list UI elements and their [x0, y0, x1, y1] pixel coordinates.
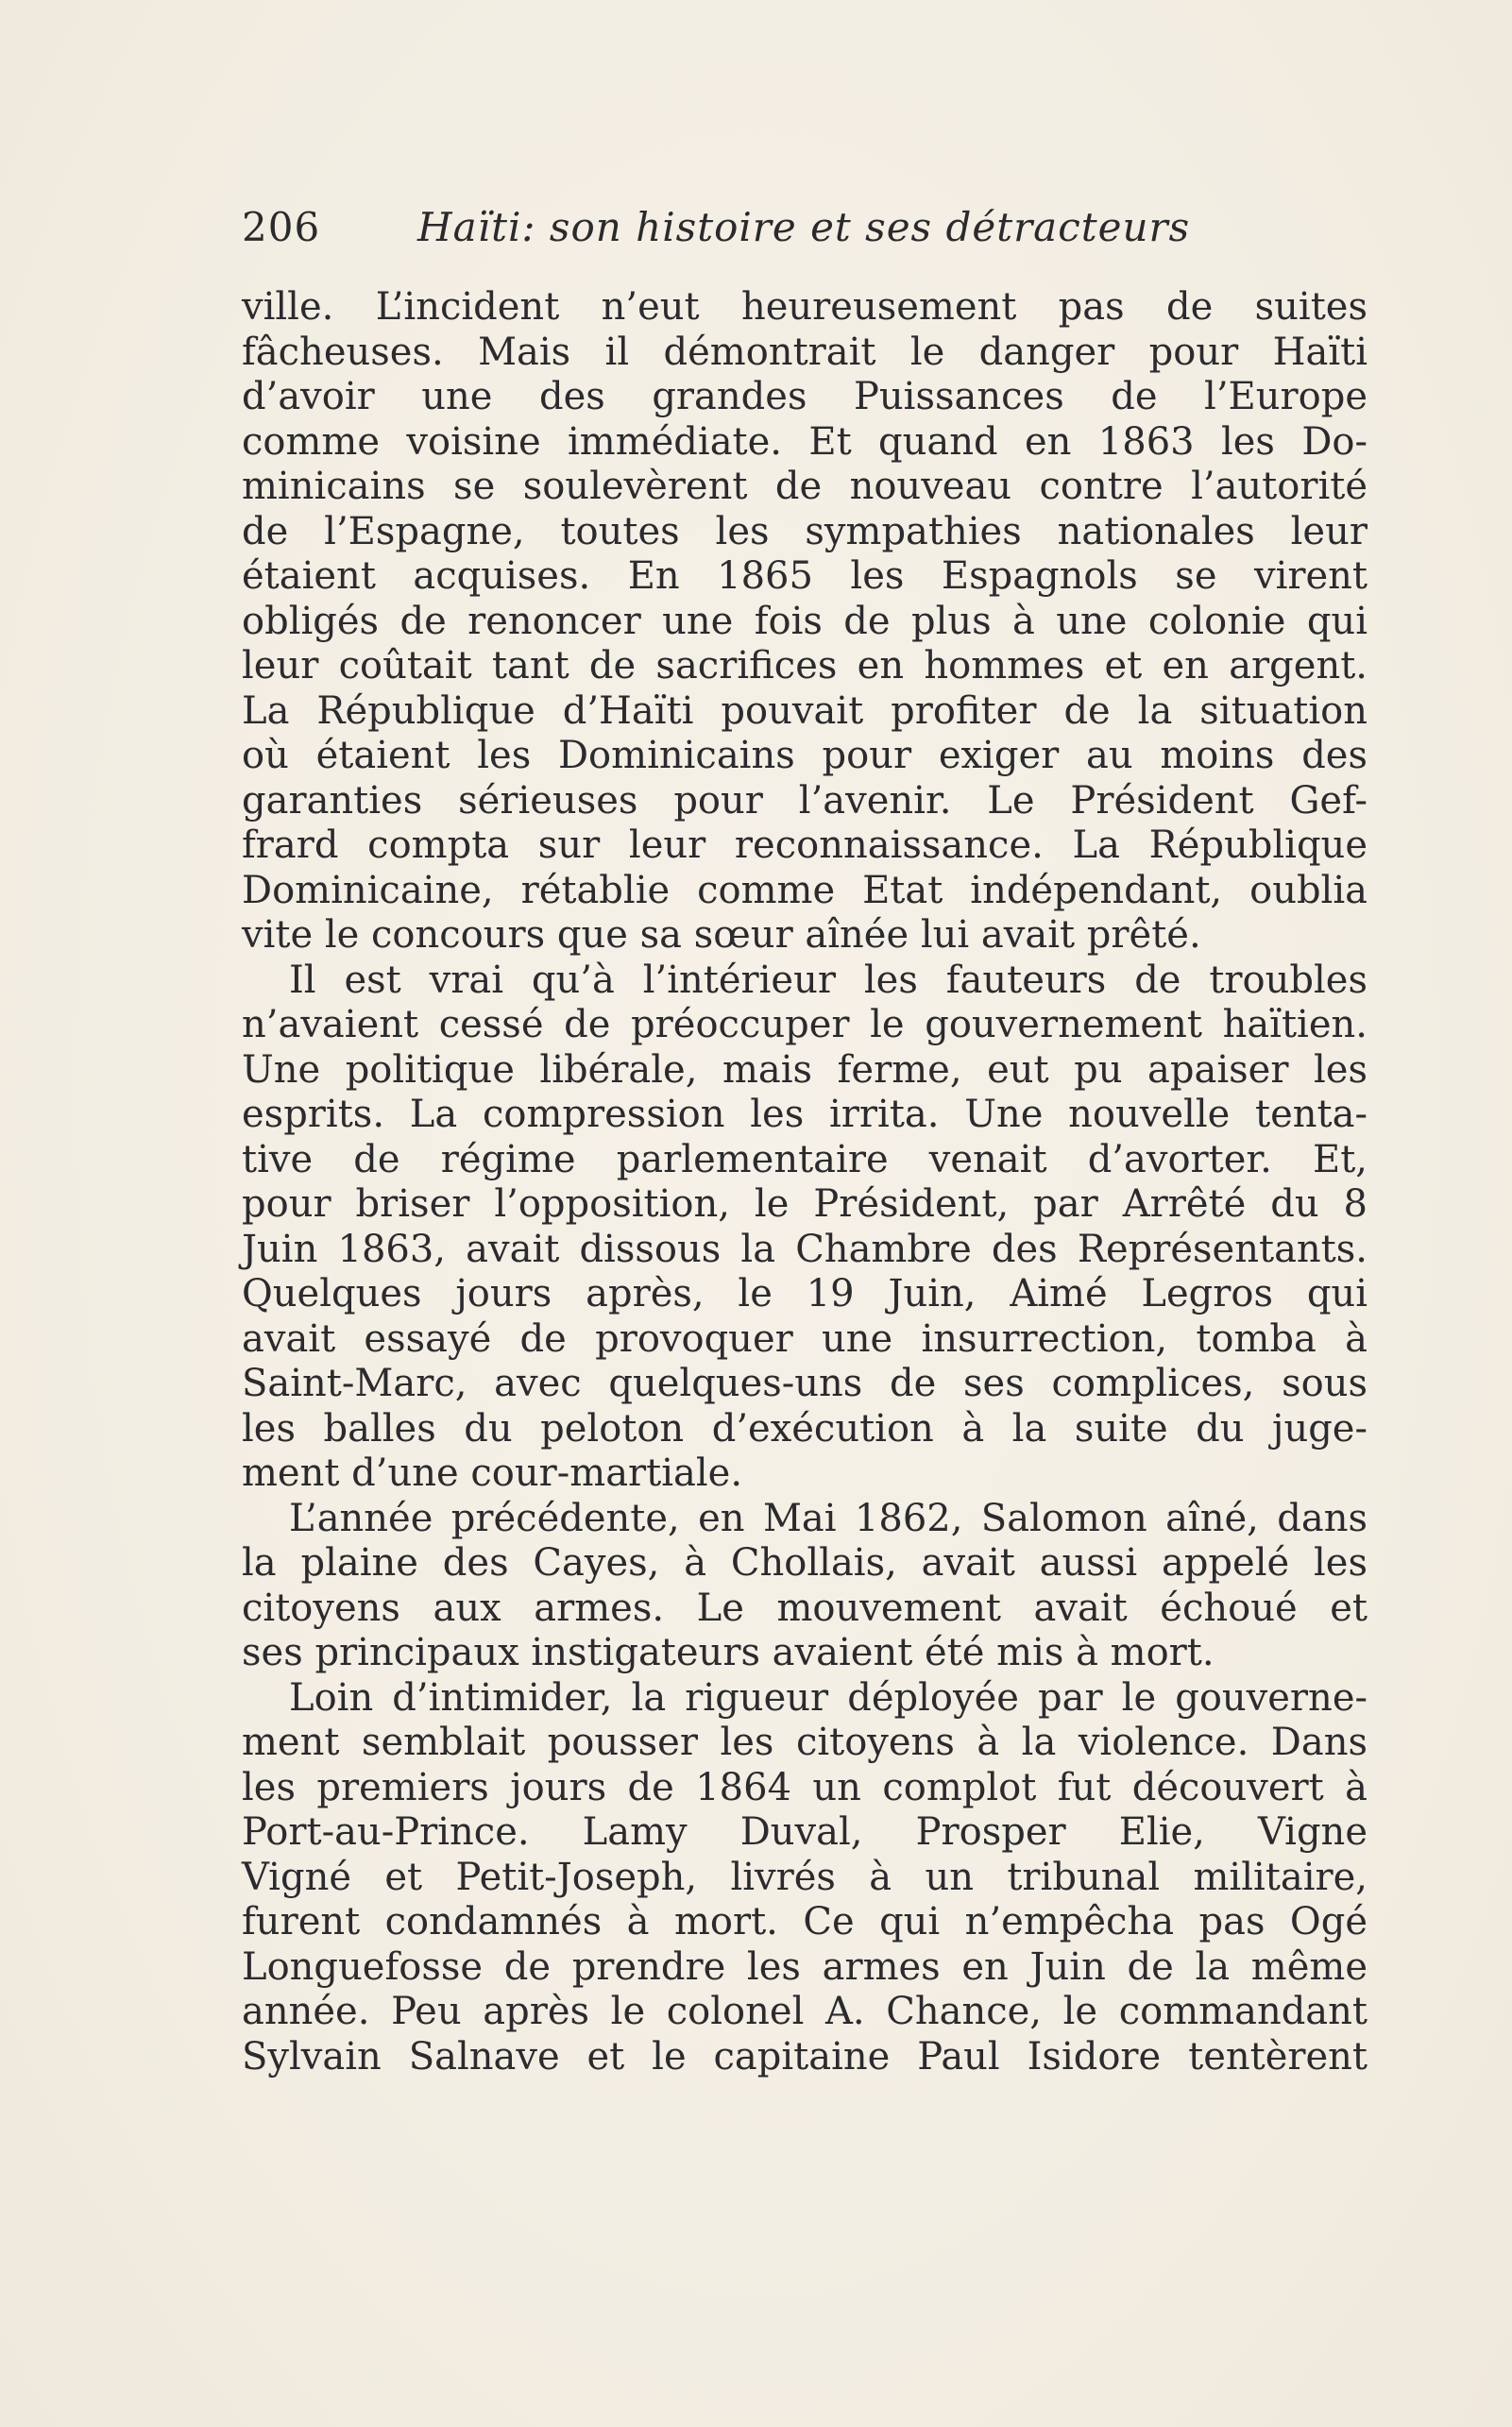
text-line: L’année précédente, en Mai 1862, Salomon aîné, dans: [289, 1496, 1368, 1540]
text-line: vite le concours que sa sœur aînée lui avait prêté.: [242, 913, 1201, 957]
text-line: de l’Espagne, toutes les sympathies nationales leur: [242, 509, 1368, 553]
text-line: esprits. La compression les irrita. Une nouvelle tenta-: [242, 1093, 1368, 1136]
text-line: ses principaux instigateurs avaient été mis à mort.: [242, 1631, 1215, 1674]
text-line: les premiers jours de 1864 un complot fut découvert à: [242, 1765, 1368, 1809]
text-line: Quelques jours après, le 19 Juin, Aimé Legros qui: [242, 1272, 1368, 1315]
text-line: ment d’une cour-martiale.: [242, 1451, 743, 1495]
text-line: citoyens aux armes. Le mouvement avait échoué et: [242, 1586, 1368, 1630]
text-line: furent condamnés à mort. Ce qui n’empêcha pas Ogé: [242, 1900, 1368, 1943]
text-line: pour briser l’opposition, le Président, par Arrêté du 8: [242, 1182, 1368, 1226]
text-line: étaient acquises. En 1865 les Espagnols se virent: [242, 554, 1368, 598]
text-line: Dominicaine, rétablie comme Etat indépendant, oublia: [242, 868, 1368, 912]
text-line: obligés de renoncer une fois de plus à une colonie qui: [242, 599, 1368, 643]
text-line: minicains se soulevèrent de nouveau contre l’autorité: [242, 465, 1368, 508]
text-line: Port-au-Prince. Lamy Duval, Prosper Elie, Vigne: [242, 1810, 1368, 1854]
text-line: ville. L’incident n’eut heureusement pas de suites: [242, 285, 1368, 329]
text-line: fâcheuses. Mais il démontrait le danger pour Haïti: [242, 330, 1368, 374]
text-line: La République d’Haïti pouvait profiter de la situation: [242, 688, 1368, 733]
page-header: [242, 204, 1375, 261]
body-text: [242, 285, 1368, 2079]
text-line: Juin 1863, avait dissous la Chambre des Représentants.: [242, 1227, 1368, 1271]
text-line: année. Peu après le colonel A. Chance, le commandant: [242, 1990, 1368, 2033]
text-line: avait essayé de provoquer une insurrection, tomba à: [242, 1316, 1368, 1361]
text-line: Une politique libérale, mais ferme, eut pu apaiser les: [242, 1047, 1368, 1092]
text-line: leur coûtait tant de sacrifices en hommes et en argent.: [242, 644, 1368, 687]
page-number: 206: [242, 204, 321, 250]
text-line: n’avaient cessé de préoccuper le gouvernement haïtien.: [242, 1003, 1368, 1046]
text-line: d’avoir une des grandes Puissances de l’Europe: [242, 375, 1368, 418]
text-line: Longuefosse de prendre les armes en Juin de la même: [242, 1944, 1368, 1989]
text-line: comme voisine immédiate. Et quand en 1863 les Do-: [242, 419, 1368, 464]
text-line: où étaient les Dominicains pour exiger au moins des: [242, 734, 1368, 777]
text-line: Loin d’intimider, la rigueur déployée par le gouverne-: [289, 1675, 1368, 1720]
text-line: Il est vrai qu’à l’intérieur les fauteurs de troubles: [289, 958, 1368, 1002]
text-line: Sylvain Salnave et le capitaine Paul Isidore tentèrent: [242, 2034, 1368, 2079]
running-title: Haïti: son histoire et ses détracteurs: [417, 204, 1191, 250]
text-line: tive de régime parlementaire venait d’avorter. Et,: [242, 1137, 1368, 1181]
text-line: Vigné et Petit-Joseph, livrés à un tribunal militaire,: [242, 1855, 1368, 1899]
text-line: ment semblait pousser les citoyens à la violence. Dans: [242, 1721, 1368, 1764]
text-line: les balles du peloton d’exécution à la suite du juge-: [242, 1406, 1368, 1451]
text-line: frard compta sur leur reconnaissance. La République: [242, 823, 1368, 867]
text-line: Saint-Marc, avec quelques-uns de ses complices, sous: [242, 1362, 1368, 1405]
text-line: la plaine des Cayes, à Chollais, avait aussi appelé les: [242, 1541, 1368, 1585]
text-line: garanties sérieuses pour l’avenir. Le Président Gef-: [242, 778, 1368, 823]
